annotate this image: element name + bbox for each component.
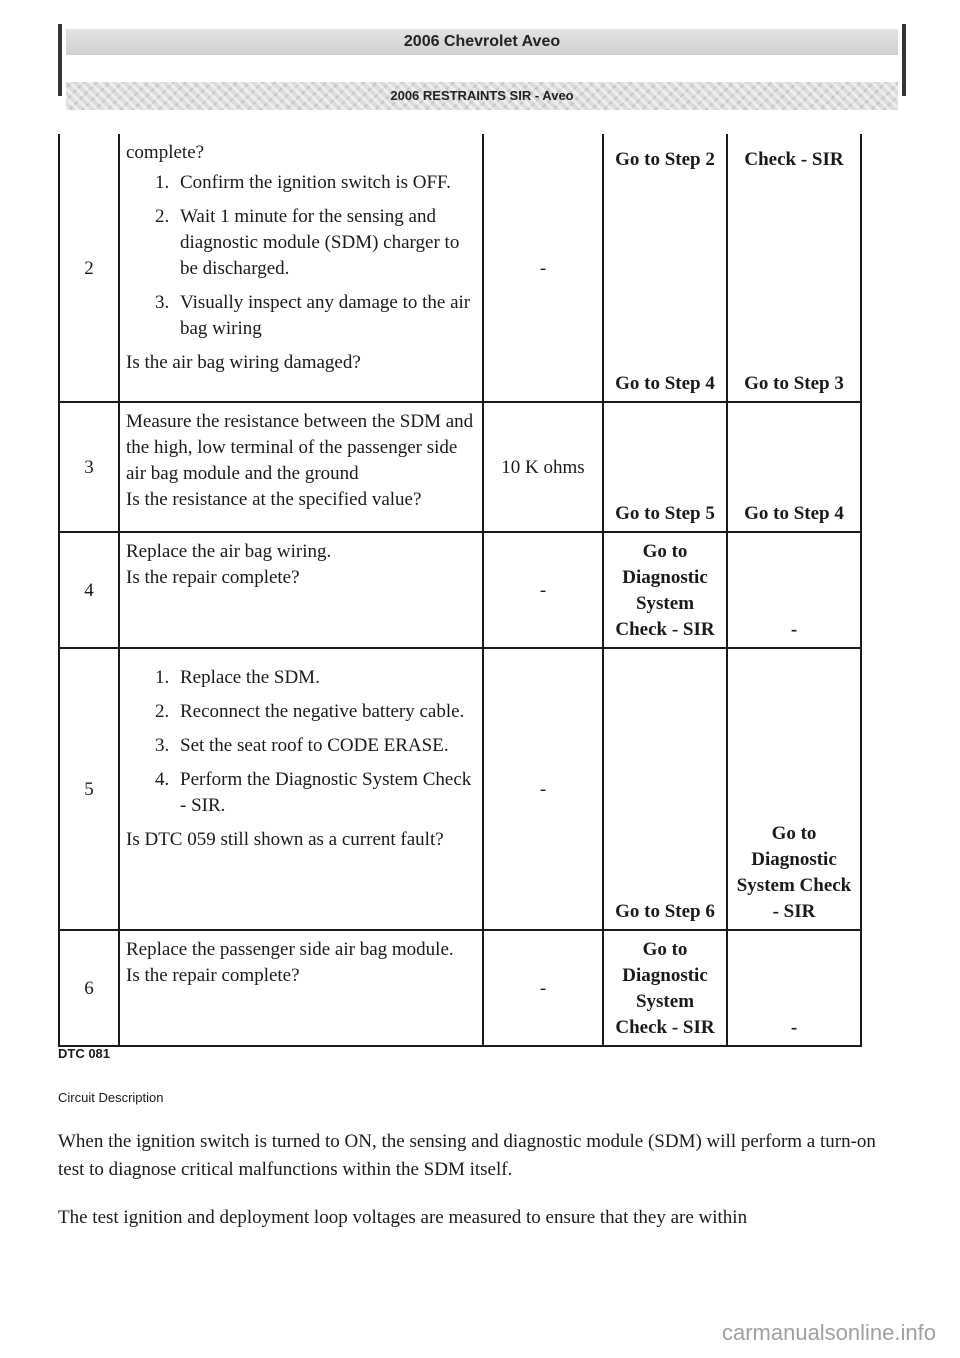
- step-number: 4: [59, 532, 119, 648]
- table-row: [59, 402, 861, 532]
- action-cell: [119, 648, 483, 930]
- value-cell: 10 K ohms: [483, 402, 603, 532]
- question-text: Is DTC 059 still shown as a current fault?: [126, 829, 444, 850]
- header-title: 2006 Chevrolet Aveo: [66, 29, 898, 55]
- no-cell: [727, 930, 861, 1046]
- header-left-bar: [58, 24, 62, 96]
- diagnostic-table: [58, 134, 862, 1047]
- question-text: Is the repair complete?: [126, 567, 300, 588]
- no-action: Check - SIR: [744, 149, 844, 170]
- step-number: 2: [59, 134, 119, 402]
- question-text: Is the air bag wiring damaged?: [126, 352, 361, 373]
- no-action: Go to Step 4: [744, 503, 844, 524]
- list-item: 4. Perform the Diagnostic System Check - SIR.: [174, 767, 476, 819]
- action-text: Measure the resistance between the SDM and the high, low terminal of the passenger side air bag module and the ground: [126, 411, 474, 484]
- question-text: Is the resistance at the specified value?: [126, 489, 422, 510]
- yes-action: Go to Step 6: [615, 901, 715, 922]
- list-item: 3. Visually inspect any damage to the air bag wiring: [174, 290, 476, 342]
- no-cell: [727, 648, 861, 930]
- action-text: Replace the passenger side air bag module.: [126, 939, 454, 960]
- action-text: Replace the air bag wiring.: [126, 541, 332, 562]
- page-header: [58, 24, 906, 103]
- yes-action: Go to Diagnostic System Check - SIR: [615, 939, 715, 1038]
- no-cell: [727, 402, 861, 532]
- header-subtitle: 2006 RESTRAINTS SIR - Aveo: [66, 82, 898, 110]
- action-cell: [119, 532, 483, 648]
- list-item: 1. Confirm the ignition switch is OFF.: [174, 170, 476, 196]
- watermark: carmanualsonline.info: [721, 1320, 936, 1345]
- yes-action: Go to Diagnostic System Check - SIR: [615, 541, 715, 640]
- yes-cell: [603, 648, 727, 930]
- yes-action: Go to Step 5: [615, 503, 715, 524]
- list-item: 1. Replace the SDM.: [174, 665, 476, 691]
- no-cell: [727, 532, 861, 648]
- no-action: -: [790, 619, 798, 640]
- action-cell: [119, 402, 483, 532]
- value-cell: -: [483, 930, 603, 1046]
- no-action: Go to Step 3: [744, 373, 844, 394]
- action-list: [126, 665, 476, 819]
- value-cell: -: [483, 532, 603, 648]
- table-row: [59, 134, 861, 402]
- value-cell: -: [483, 648, 603, 930]
- yes-cell: [603, 134, 727, 402]
- dtc-heading: DTC 081: [58, 1046, 111, 1061]
- no-cell: [727, 134, 861, 402]
- action-cell: [119, 134, 483, 402]
- yes-cell: [603, 930, 727, 1046]
- action-list: [126, 170, 476, 342]
- table-row: [59, 930, 861, 1046]
- yes-cell: [603, 532, 727, 648]
- question-text: Is the repair complete?: [126, 965, 300, 986]
- yes-cell: [603, 402, 727, 532]
- yes-action: Go to Step 2: [615, 149, 715, 170]
- table-row: [59, 532, 861, 648]
- no-action: -: [790, 1017, 798, 1038]
- step-number: 6: [59, 930, 119, 1046]
- description-paragraph: The test ignition and deployment loop voltages are measured to ensure that they are within: [58, 1207, 748, 1228]
- list-item: 3. Set the seat roof to CODE ERASE.: [174, 733, 476, 759]
- list-item: 2. Reconnect the negative battery cable.: [174, 699, 476, 725]
- section-subtitle: Circuit Description: [58, 1090, 164, 1105]
- action-cell: [119, 930, 483, 1046]
- table-row: [59, 648, 861, 930]
- list-item: 2. Wait 1 minute for the sensing and diagnostic module (SDM) charger to be discharged.: [174, 204, 476, 282]
- step-number: 3: [59, 402, 119, 532]
- yes-action: Go to Step 4: [615, 373, 715, 394]
- no-action: Go to Diagnostic System Check - SIR: [736, 823, 852, 922]
- action-text: complete?: [126, 142, 205, 163]
- description-paragraph: When the ignition switch is turned to ON, the sensing and diagnostic module (SDM) will perform a turn-on test to diagnose critical malfunctions within the SDM itself.: [58, 1131, 876, 1180]
- header-right-bar: [902, 24, 906, 96]
- value-cell: -: [483, 134, 603, 402]
- step-number: 5: [59, 648, 119, 930]
